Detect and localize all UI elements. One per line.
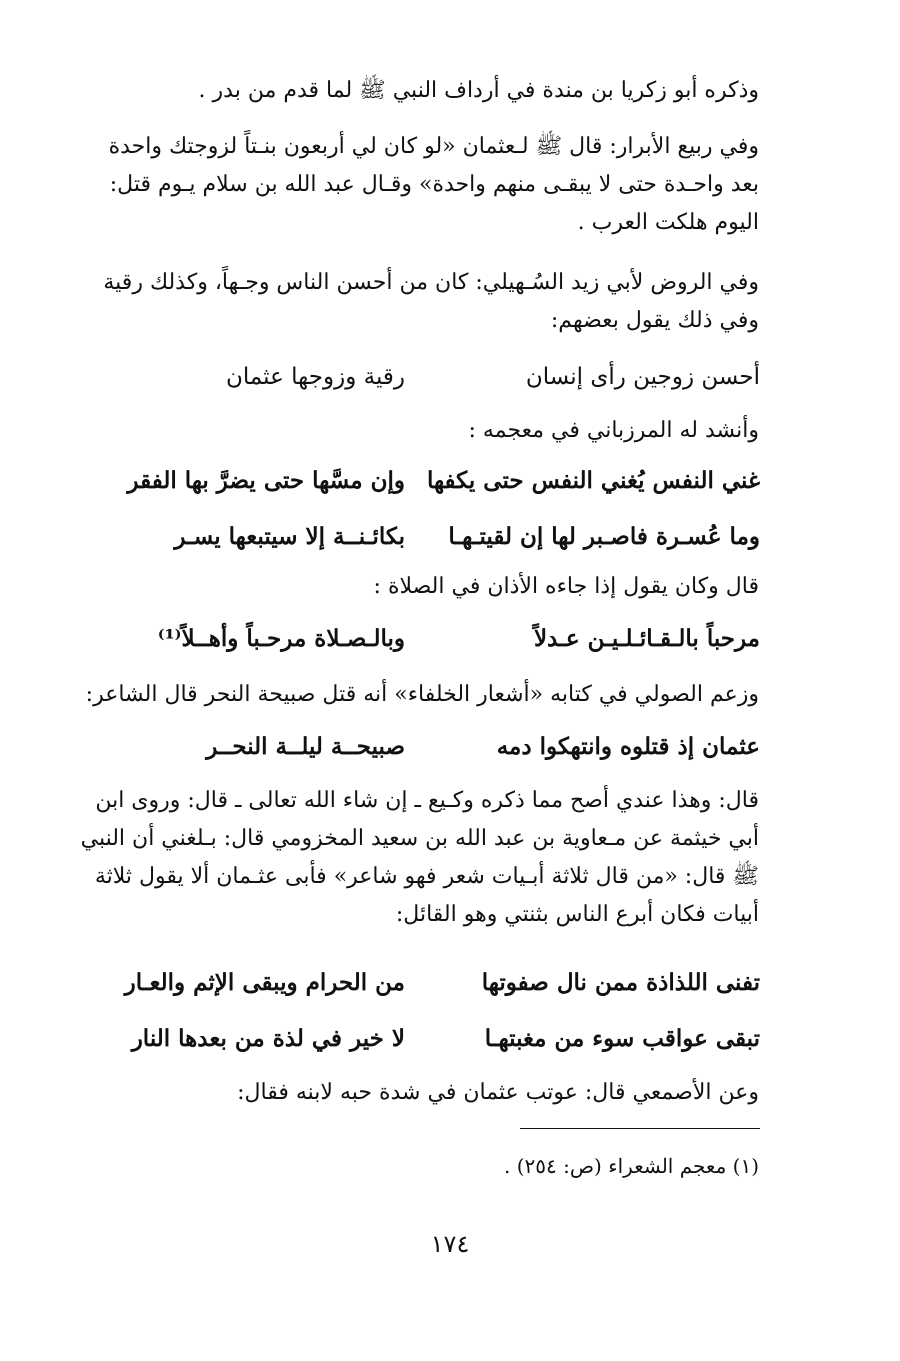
verse-line	[60, 512, 760, 562]
text-line: اليوم هلكت العرب .	[577, 210, 759, 235]
paragraph-1	[44, 72, 759, 110]
verse-second-hemistich: رقية وزوجها عثمان	[225, 364, 405, 390]
paragraph-8	[44, 1074, 759, 1112]
paragraph-3	[44, 264, 759, 340]
verse-second-hemistich: من الحرام ويبقى الإثم والعـار	[124, 969, 405, 996]
text-line: وذكره أبو زكريا بن مندة في أرداف النبي ﷺ لما قدم من بدر .	[198, 78, 759, 103]
text-line: قال وكان يقول إذا جاءه الأذان في الصلاة :	[373, 574, 759, 599]
verse-first-hemistich: تبقى عواقب سوء من مغبتهـا	[484, 1025, 760, 1052]
paragraph-7	[44, 782, 759, 934]
page-number: ١٧٤	[430, 1230, 470, 1258]
verse-second-hemistich: لا خير في لذة من بعدها النار	[131, 1025, 405, 1052]
footnote-divider	[520, 1128, 760, 1129]
text-line: ﷺ قال: «من قال ثلاثة أبـيات شعر فهو شاعر» فأبى عثـمان ألا يقول ثلاثة	[94, 864, 759, 889]
verse-line	[60, 456, 760, 506]
verse-second-hemistich: وإن مسَّها حتى يضرَّ بها الفقر	[127, 467, 405, 494]
paragraph-4	[44, 412, 759, 450]
text-line: أبي خيثمة عن مـعاوية بن عبد الله بن سعيد المخزومي قال: بـلغني أن النبي	[80, 826, 759, 851]
verse-first-hemistich: أحسن زوجين رأى إنسان	[525, 364, 760, 390]
text-line: وعن الأصمعي قال: عوتب عثمان في شدة حبه لابنه فقال:	[237, 1080, 759, 1105]
verse-line	[60, 722, 760, 772]
paragraph-2	[44, 128, 759, 242]
paragraph-6	[44, 676, 759, 714]
text-line: وأنشد له المرزباني في معجمه :	[468, 418, 759, 443]
verse-line	[60, 352, 760, 402]
paragraph-5	[44, 568, 759, 606]
footnote: (١) معجم الشعراء (ص: ٢٥٤) .	[504, 1154, 759, 1178]
text-line: وفي ذلك يقول بعضهم:	[550, 308, 759, 333]
verse-first-hemistich: غني النفس يُغني النفس حتى يكفها	[426, 467, 760, 494]
verse-line	[60, 614, 760, 664]
text-line: أبيات فكان أبرع الناس بثنتي وهو القائل:	[395, 902, 759, 927]
verse-first-hemistich: تفنى اللذاذة ممن نال صفوتها	[481, 969, 760, 996]
verse-first-hemistich: وما عُسـرة فاصـبر لها إن لقيتـهـا	[448, 523, 760, 550]
text-line: وفي ربيع الأبرار: قال ﷺ لـعثمان «لو كان لي أربعون بنـتاً لزوجتك واحدة	[108, 134, 759, 159]
verse-line	[60, 1014, 760, 1064]
verse-first-hemistich: عثمان إذ قتلوه وانتهكوا دمه	[496, 733, 760, 760]
verse-second-hemistich: بكائـنــة إلا سيتبعها يسـر	[174, 523, 405, 550]
verse-line	[60, 958, 760, 1008]
verse-first-hemistich: مرحباً بالـقـائـلـيـن عـدلاً	[533, 625, 760, 652]
text-line: وفي الروض لأبي زيد السُـهيلي: كان من أحسن الناس وجـهاً، وكذلك رقية	[103, 270, 759, 295]
text-line: قال: وهذا عندي أصح مما ذكره وكـيع ـ إن شاء الله تعالى ـ قال: وروى ابن	[95, 788, 759, 813]
verse-second-hemistich: وبالـصـلاة مرحـباً وأهــلاً⁽¹⁾	[157, 625, 405, 652]
verse-second-hemistich: صبيحــة ليلــة النحــر	[206, 733, 405, 760]
text-line: بعد واحـدة حتى لا يبقـى منهم واحدة» وقـال عبد الله بن سلام يـوم قتل:	[109, 172, 759, 197]
text-line: وزعم الصولي في كتابه «أشعار الخلفاء» أنه قتل صبيحة النحر قال الشاعر:	[85, 682, 759, 707]
